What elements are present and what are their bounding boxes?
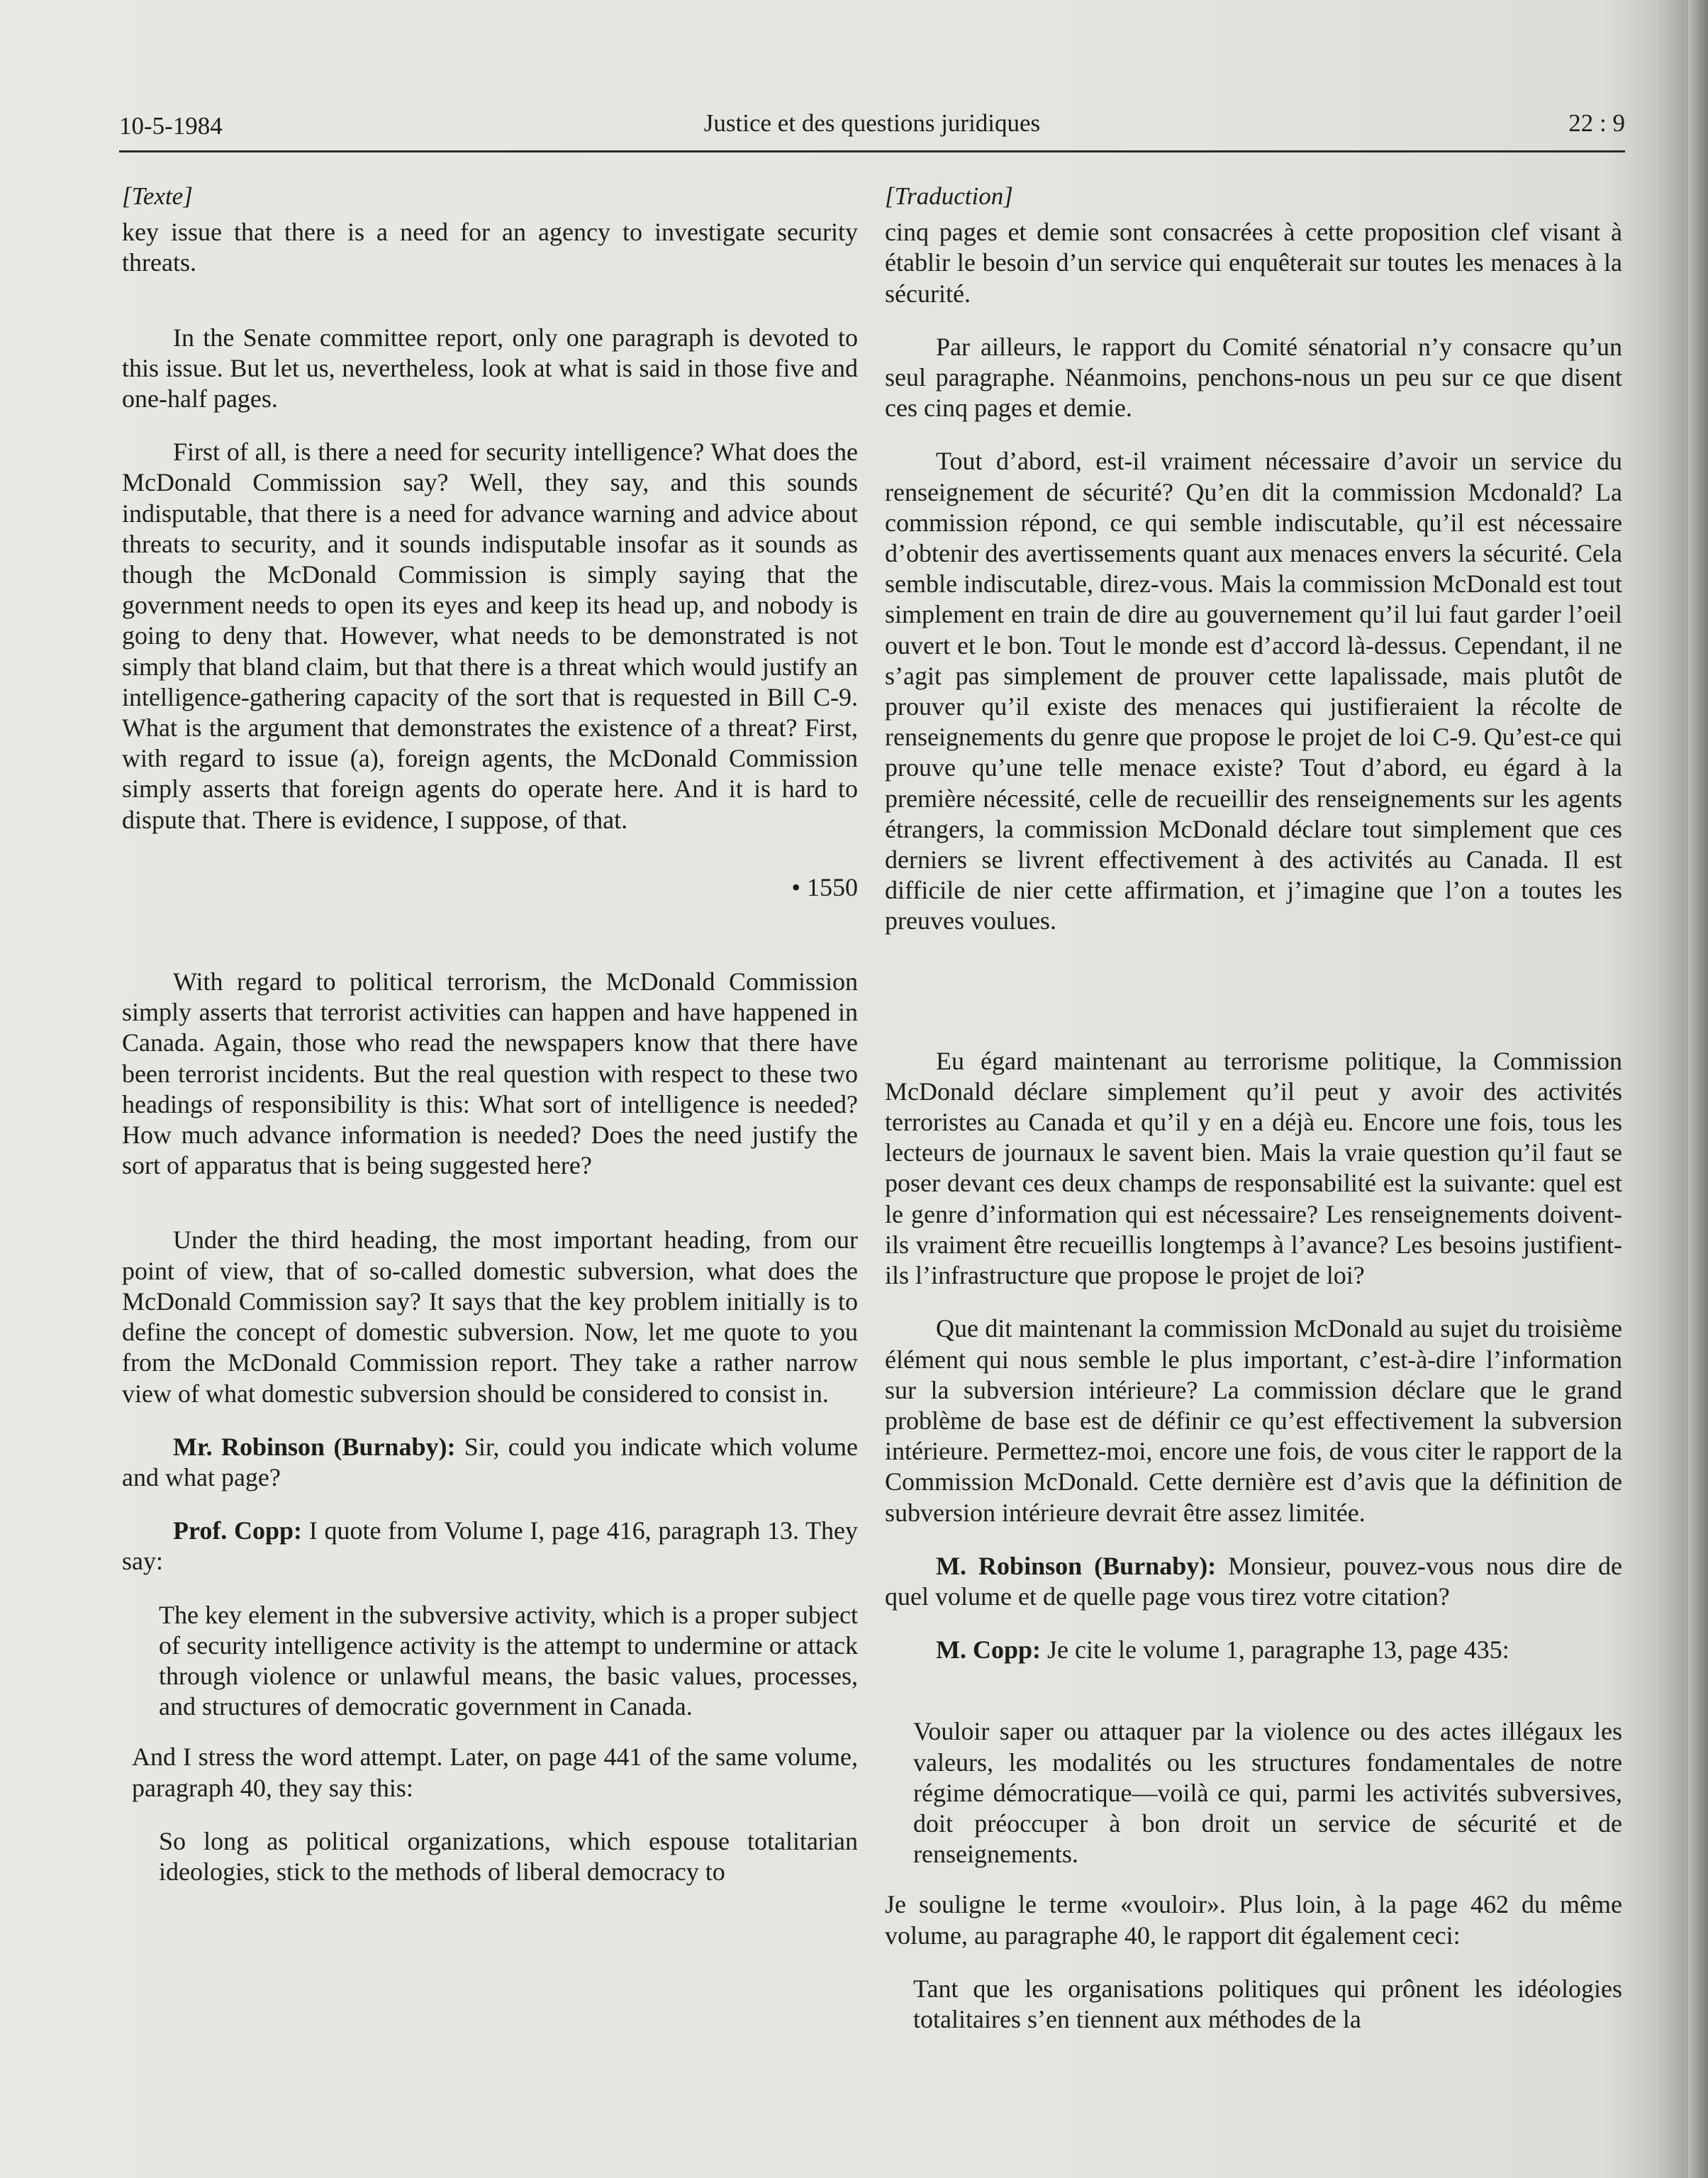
right-paragraph-5: Que dit maintenant la commission McDonald au sujet du troisième élément qui nous semble le plus important, c’est-à-dire l’information sur la subversion intérieure? La commission déclare que le grand problème de base est de définir ce qu’est effectivement la subversion intérieure. Permettez-moi, encore une fois, de vous citer le rapport de la Commission McDonald. Cette dernière est d’avis que la définition de subversion intérieure devrait être assez limitée.	[885, 1314, 1622, 1527]
quote-text: Vouloir saper ou attaquer par la violence ou des actes illégaux les valeurs, les modalités ou les structures fondamentales de notre régime démocratique—voilà ce qui, parmi les activités subversives, doit préoccuper à bon droit un service de sécurité et de renseignements.	[913, 1717, 1622, 1869]
quote-text: Tant que les organisations politiques qui prônent les idéologies totalitaires s’en tiennent aux méthodes de la	[913, 1974, 1622, 2033]
spacer	[122, 1204, 858, 1225]
left-paragraph-3: First of all, is there a need for security intelligence? What does the McDonald Commission say? Well, they say, and this sounds indisputable, that there is a need for advance warning and advice about threats to security, and it sounds indisputable insofar as it sounds as though the McDonald Commission is simply saying that the government needs to open its eyes and keep its head up, and nobody is going to deny that. However, what needs to be demonstrated is not simply that bland claim, but that there is a threat which would justify an intelligence-gathering capacity of the sort that is requested in Bill C-9. What is the argument that demonstrates the existence of a threat? First, with regard to issue (a), foreign agents, the McDonald Commission simply asserts that foreign agents do operate here. And it is hard to dispute that. There is evidence, I suppose, of that.	[122, 438, 858, 834]
left-paragraph-7	[122, 1516, 858, 1577]
header-title: Justice et des questions juridiques	[703, 109, 1041, 137]
quote-text: The key element in the subversive activity, which is a proper subject of security intelligence activity is the attempt to undermine or attack through violence or unlawful means, the basic values, processes, and structures of democratic government in Canada.	[159, 1600, 858, 1721]
speaker-text: I quote from Volume I, page 416, paragraph 13. They say:	[122, 1516, 859, 1576]
header-rule	[119, 150, 1625, 152]
left-paragraph-6	[122, 1432, 858, 1493]
left-paragraph-1: key issue that there is a need for an agency to investigate security threats.	[122, 218, 858, 277]
right-paragraph-8: Je souligne le terme «vouloir». Plus loin, à la page 462 du même volume, au paragraphe 40, le rapport dit également ceci:	[885, 1890, 1622, 1950]
time-marker: • 1550	[791, 872, 858, 901]
speaker-text: Je cite le volume 1, paragraphe 13, page 435:	[1041, 1635, 1509, 1665]
speaker-name: Mr. Robinson (Burnaby):	[173, 1432, 456, 1461]
speaker-name: M. Copp:	[936, 1635, 1042, 1665]
left-quote-1	[159, 1600, 858, 1723]
left-paragraph-5: Under the third heading, the most important heading, from our point of view, that of so-called domestic subversion, what does the McDonald Commission say? It says that the key problem initially is to define the concept of domestic subversion. Now, let me quote to you from the McDonald Commission report. They take a rather narrow view of what domestic subversion should be considered to consist in.	[122, 1226, 858, 1408]
spacer	[885, 1688, 1622, 1716]
quote-text: So long as political organizations, which espouse totalitarian ideologies, stick to the methods of liberal democracy to	[159, 1826, 858, 1886]
left-column-english	[122, 181, 858, 1907]
right-paragraph-3: Tout d’abord, est-il vraiment nécessaire d’avoir un service du renseignement de sécurité? Qu’en dit la commission Mcdonald? La commission répond, ce qui semble indiscutable, qu’il est nécessaire d’obtenir des avertissements quant aux menaces envers la sécurité. Cela semble indiscutable, direz-vous. Mais la commission McDonald est tout simplement en train de dire au gouvernement qu’il lui faut garder l’oeil ouvert et le bon. Tout le monde est d’accord là-dessus. Cependant, il ne s’agit pas simplement de prouver cette lapalissade, mais plutôt de prouver qu’il existe des menaces qui justifieraient la récolte de renseignements du genre que propose le projet de loi C-9. Qu’est-ce qui prouve qu’une telle menace existe? Tout d’abord, eu égard à la première nécessité, celle de recueillir des renseignements sur les agents étrangers, la commission McDonald déclare tout simplement que ces derniers se livrent effectivement à des activités au Canada. Il est difficile de nier cette affirmation, et j’imagine que l’on a toutes les preuves voulues.	[885, 447, 1622, 935]
left-paragraph-2: In the Senate committee report, only one paragraph is devoted to this issue. But let us, nevertheless, look at what is said in those five and one-half pages.	[122, 323, 858, 413]
speaker-text: Monsieur, pouvez-vous nous dire de quel volume et de quelle page vous tirez votre citation?	[885, 1551, 1622, 1611]
right-quote-1	[913, 1716, 1622, 1869]
right-column-label: [Traduction]	[885, 182, 1013, 210]
right-column-french	[885, 181, 1622, 2055]
right-paragraph-2: Par ailleurs, le rapport du Comité sénatorial n’y consacre qu’un seul paragraphe. Néanmoins, penchons-nous un peu sur ce que disent ces cinq pages et demie.	[885, 332, 1622, 423]
right-paragraph-6	[885, 1551, 1622, 1612]
page-edge-shadow	[1688, 0, 1708, 2178]
header-date: 10-5-1984	[119, 112, 223, 140]
right-quote-2	[913, 1974, 1622, 2035]
left-column-label: [Texte]	[122, 182, 193, 210]
header-page-number: 22 : 9	[1568, 109, 1625, 137]
left-paragraph-4: With regard to political terrorism, the McDonald Commission simply asserts that terrorist activities can happen and have happened in Canada. Again, those who read the newspapers know that there have been terrorist incidents. But the real question with respect to these two headings of responsibility is this: What sort of intelligence is needed? How much advance information is needed? Does the need justify the sort of apparatus that is being suggested here?	[122, 967, 858, 1180]
left-quote-2	[159, 1826, 858, 1887]
right-paragraph-7	[885, 1635, 1622, 1665]
right-paragraph-1: cinq pages et demie sont consacrées à cette proposition clef visant à établir le besoin d’un service qui enquêterait sur toutes les menaces à la sécurité.	[885, 218, 1622, 308]
speaker-name: Prof. Copp:	[173, 1516, 303, 1545]
right-paragraph-4: Eu égard maintenant au terrorisme politique, la Commission McDonald déclare simplement qu’il peut y avoir des activités terroristes au Canada et qu’il y en a déjà eu. Encore une fois, tous les lecteurs de journaux le savent bien. Mais la vraie question qu’il faut se poser devant ces deux champs de responsabilité est la suivante: quel est le genre d’information qui est nécessaire? Les renseignements doivent-ils vraiment être recueillis longtemps à l’avance? Les besoins justifient-ils l’infrastructure que propose le projet de loi?	[885, 1046, 1622, 1290]
page-header	[119, 106, 1625, 149]
spacer	[122, 301, 858, 323]
left-paragraph-8: And I stress the word attempt. Later, on page 441 of the same volume, paragraph 40, they say this:	[132, 1743, 858, 1802]
speaker-text: Sir, could you indicate which volume and what page?	[122, 1432, 859, 1491]
speaker-name: M. Robinson (Burnaby):	[936, 1551, 1217, 1580]
spacer	[885, 960, 1622, 1046]
